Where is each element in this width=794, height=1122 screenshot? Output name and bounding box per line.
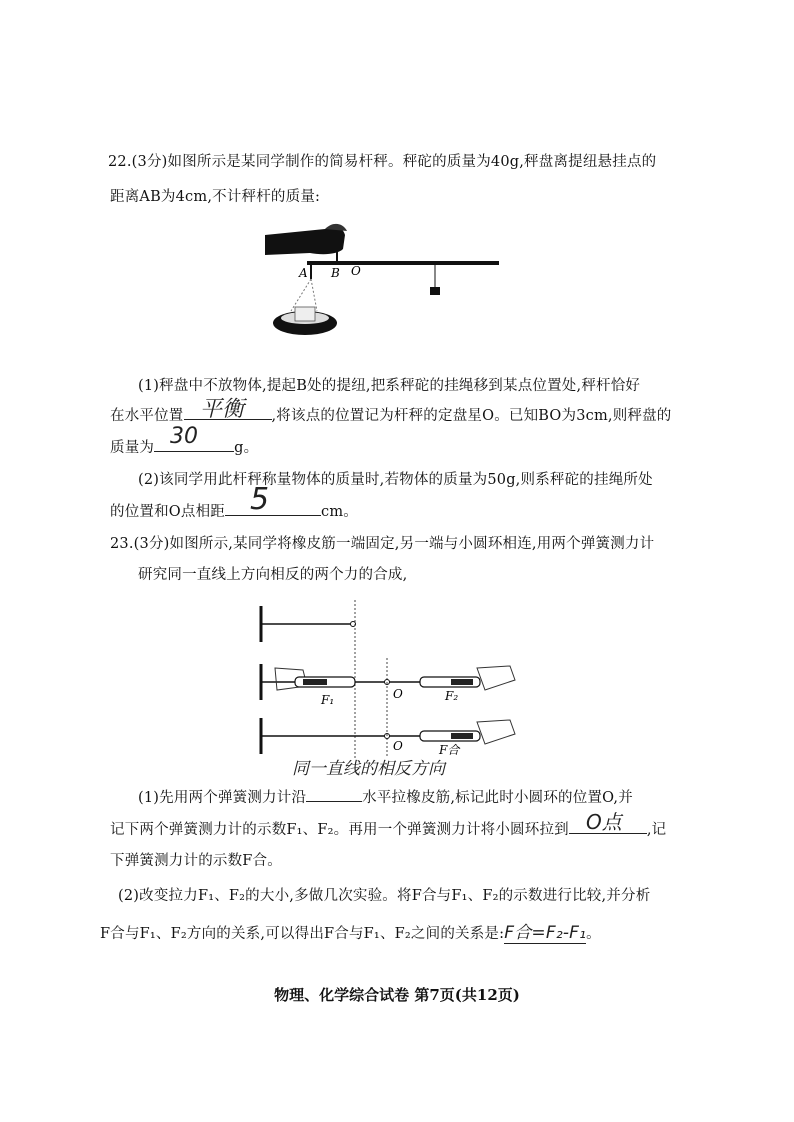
- q23-p2-b-post: 。: [586, 926, 601, 942]
- q23-p2-a: (2)改变拉力F₁、F₂的大小,多做几次实验。将F合与F₁、F₂的示数进行比较,并分析: [118, 888, 651, 904]
- hand-icon: [265, 227, 345, 255]
- label-B: B: [331, 266, 340, 280]
- q23-p1-a: [138, 786, 633, 807]
- spring-scale-figure: [255, 598, 525, 768]
- label-O: O: [351, 264, 361, 278]
- q22-p1-c-post: g。: [234, 440, 259, 456]
- q22-p1-b: [110, 404, 672, 425]
- label-F-he: F合: [439, 743, 460, 757]
- answer-distance: 5: [250, 482, 270, 517]
- q22-p1-a: (1)秤盘中不放物体,提起B处的提纽,把系秤砣的挂绳移到某点位置处,秤杆恰好: [138, 378, 641, 394]
- answer-pan-mass: 30: [170, 424, 198, 449]
- q23-p1-c: 下弹簧测力计的示数F合。: [110, 853, 282, 869]
- hand-right-icon: [477, 666, 515, 690]
- q22-line1: 22.(3分)如图所示是某同学制作的简易杆秤。秤砣的质量为40g,秤盘离提纽悬挂点的: [108, 154, 657, 170]
- label-F1: F₁: [321, 693, 335, 707]
- hand-right-icon-2: [477, 720, 515, 744]
- q22-p1-c-pre: 质量为: [110, 440, 155, 456]
- label-A: A: [299, 266, 308, 280]
- answer-relation: F合=F₂-F₁: [504, 923, 587, 943]
- page-footer: 物理、化学综合试卷 第7页(共12页): [274, 986, 520, 1004]
- q22-p2-b-pre: 的位置和O点相距: [110, 504, 225, 520]
- q23-p1-a-post: 水平拉橡皮筋,标记此时小圆环的位置O,并: [362, 790, 633, 806]
- answer-point: O点: [586, 810, 622, 834]
- label-O-row3: O: [393, 739, 403, 753]
- q23-p2-b-pre: F合与F₁、F₂方向的关系,可以得出F合与F₁、F₂之间的关系是:: [100, 926, 505, 942]
- q23-p1-a-pre: (1)先用两个弹簧测力计沿: [138, 790, 307, 806]
- handwritten-direction-note: 同一直线的相反方向: [292, 759, 445, 779]
- q22-p1-b-post: ,将该点的位置记为杆秤的定盘星O。已知BO为3cm,则秤盘的: [271, 408, 672, 424]
- label-O-row2: O: [393, 687, 403, 701]
- q22-line2: 距离AB为4cm,不计秤杆的质量:: [110, 189, 321, 205]
- answer-balance: 平衡: [200, 397, 245, 422]
- label-F2: F₂: [445, 689, 459, 703]
- q22-p2-a: (2)该同学用此杆秤称量物体的质量时,若物体的质量为50g,则系秤砣的挂绳所处: [138, 472, 653, 488]
- steelyard-beam: [307, 261, 499, 265]
- counterweight: [430, 287, 440, 295]
- steelyard-figure: [255, 215, 515, 350]
- q23-line1: 23.(3分)如图所示,某同学将橡皮筋一端固定,另一端与小圆环相连,用两个弹簧测力计: [110, 536, 655, 552]
- q23-p1-b-post: ,记: [646, 822, 667, 838]
- q22-p2-b: [110, 500, 358, 521]
- q22-p1-b-pre: 在水平位置: [110, 408, 184, 424]
- q23-line2: 研究同一直线上方向相反的两个力的合成,: [138, 567, 408, 583]
- q23-p1-b-pre: 记下两个弹簧测力计的示数F₁、F₂。再用一个弹簧测力计将小圆环拉到: [110, 822, 569, 838]
- q22-p2-b-post: cm。: [321, 504, 358, 520]
- q23-p1-b: [110, 818, 666, 839]
- q23-p2-b: [100, 918, 601, 943]
